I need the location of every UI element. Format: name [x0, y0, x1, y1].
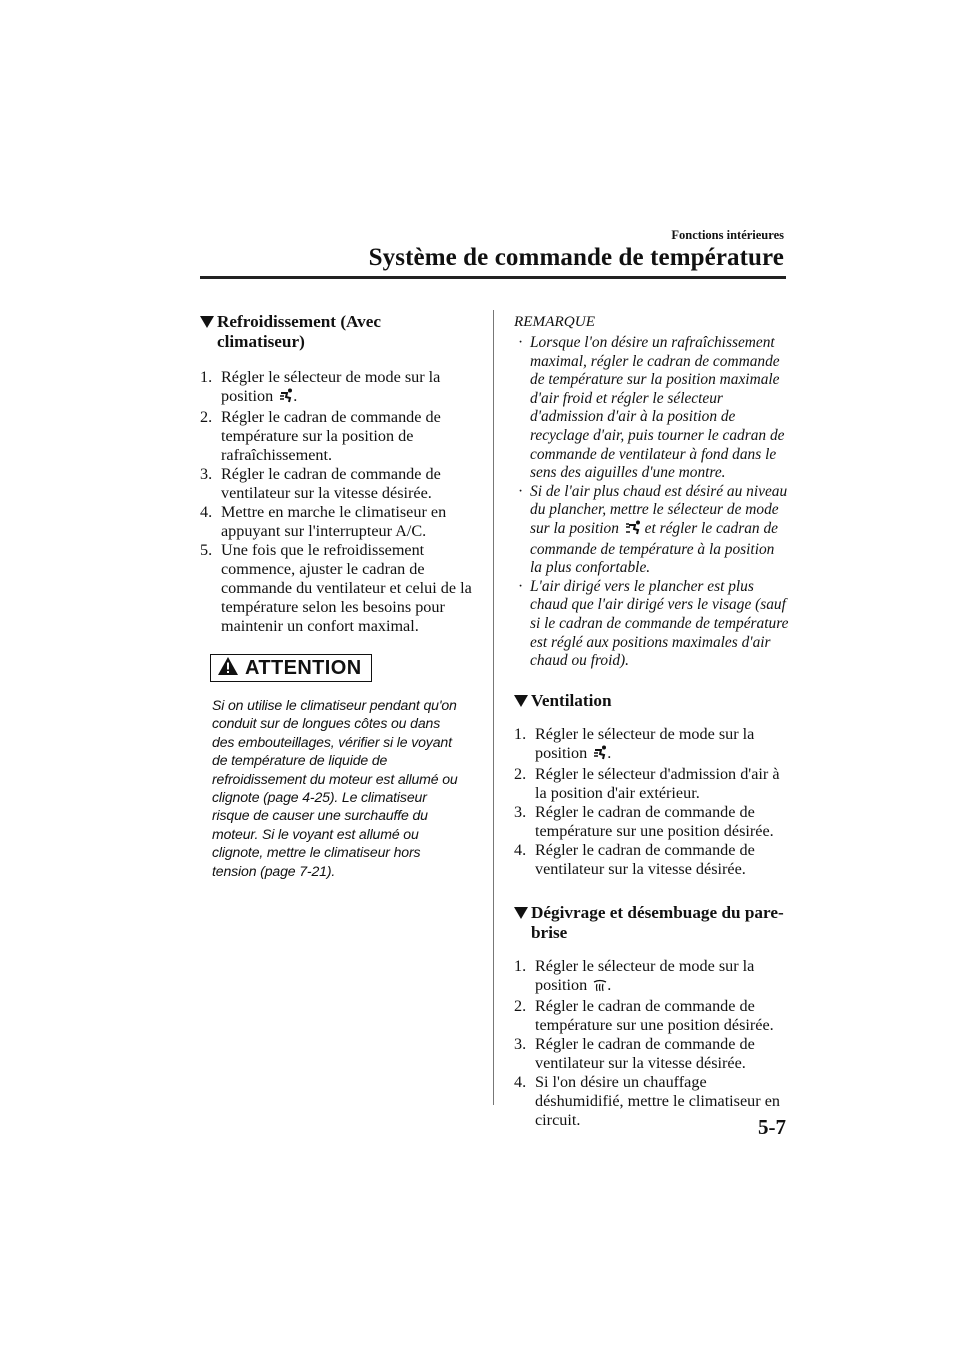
list-item: 3. Régler le cadran de commande de ventilateur sur la vitesse désirée. — [200, 465, 441, 502]
header-rule — [200, 276, 786, 279]
section-heading-cooling: Refroidissement (Avec climatiseur) — [200, 312, 472, 352]
column-divider — [493, 310, 494, 1105]
face-vent-mode-icon — [593, 745, 607, 765]
defrost-steps — [514, 957, 789, 1130]
triangle-marker-icon — [514, 907, 528, 919]
windshield-defrost-icon — [593, 978, 607, 997]
attention-banner — [210, 654, 372, 682]
bullet-icon: · — [518, 482, 524, 500]
left-column — [200, 312, 472, 880]
list-item: 2. Régler le sélecteur d'admission d'air à la position d'air extérieur. — [514, 764, 780, 802]
bullet-icon: · — [518, 577, 524, 595]
cooling-steps — [200, 368, 472, 636]
ventilation-steps — [514, 725, 789, 879]
bilevel-vent-mode-icon — [625, 520, 641, 541]
remark-list — [514, 334, 789, 671]
attention-label: ATTENTION — [245, 656, 362, 679]
list-item: 1. Régler le sélecteur de mode sur la position . — [514, 957, 789, 997]
list-item: 3. Régler le cadran de commande de ventilateur sur la vitesse désirée. — [514, 1034, 755, 1072]
list-item: · Si de l'air plus chaud est désiré au niveau du plancher, mettre le sélecteur de mode sur la position et régler le cadran de commande de température à la position la plus confortable. — [518, 482, 788, 577]
list-item: 1. Régler le sélecteur de mode sur la position . — [200, 368, 472, 408]
list-item: · Lorsque l'on désire un rafraîchissement maximal, régler le cadran de commande de température sur la position maximale d'air froid et régler le sélecteur d'admission d'air à la position de recyclage d'air, puis tourner le cadran de commande de ventilateur à fond dans le sens des aiguilles d'une montre. — [518, 334, 785, 482]
attention-text: Si on utilise le climatiseur pendant qu'on conduit sur de longues côtes ou dans des embouteillages, vérifier si le voyant de température de liquide de refroidissement du moteur est allumé ou clignote (page 4-25). Le climatiseur risque de causer une surchauffe du moteur. Si le voyant est allumé ou clignote, mettre le climatiseur hors tension (page 7-21). — [212, 697, 458, 879]
face-vent-mode-icon — [279, 388, 293, 408]
warning-triangle-icon — [217, 656, 239, 681]
chapter-label: Fonctions intérieures — [671, 228, 784, 242]
page-number: 5-7 — [758, 1115, 786, 1139]
triangle-marker-icon — [200, 316, 214, 328]
list-item: 4. Régler le cadran de commande de ventilateur sur la vitesse désirée. — [514, 840, 755, 878]
list-item: 4. Si l'on désire un chauffage déshumidifié, mettre le climatiseur en circuit. — [514, 1072, 780, 1129]
list-item: 2. Régler le cadran de commande de température sur la position de rafraîchissement. — [200, 408, 441, 464]
bullet-icon: · — [518, 334, 524, 351]
page-title: Système de commande de température — [368, 244, 784, 271]
attention-box — [210, 654, 472, 880]
section-heading-defrost: Dégivrage et désembuage du pare-brise — [514, 903, 789, 943]
remark-title: REMARQUE — [514, 313, 595, 330]
list-item: · L'air dirigé vers le plancher est plus chaud que l'air dirigé vers le visage (sauf si le cadran de commande de température est réglé aux positions maximales d'air chaud ou froid). — [518, 577, 789, 670]
section-heading-ventilation: Ventilation — [514, 691, 789, 711]
list-item: 2. Régler le cadran de commande de température sur une position désirée. — [514, 996, 774, 1034]
triangle-marker-icon — [514, 695, 528, 707]
list-item: 1. Régler le sélecteur de mode sur la position . — [514, 725, 789, 765]
right-column — [514, 312, 789, 1130]
list-item: 4. Mettre en marche le climatiseur en appuyant sur l'interrupteur A/C. — [200, 503, 447, 540]
list-item: 5. Une fois que le refroidissement commence, ajuster le cadran de commande du ventilateur et celui de la température selon les besoins pour maintenir un confort maximal. — [200, 541, 472, 635]
list-item: 3. Régler le cadran de commande de température sur une position désirée. — [514, 802, 774, 840]
